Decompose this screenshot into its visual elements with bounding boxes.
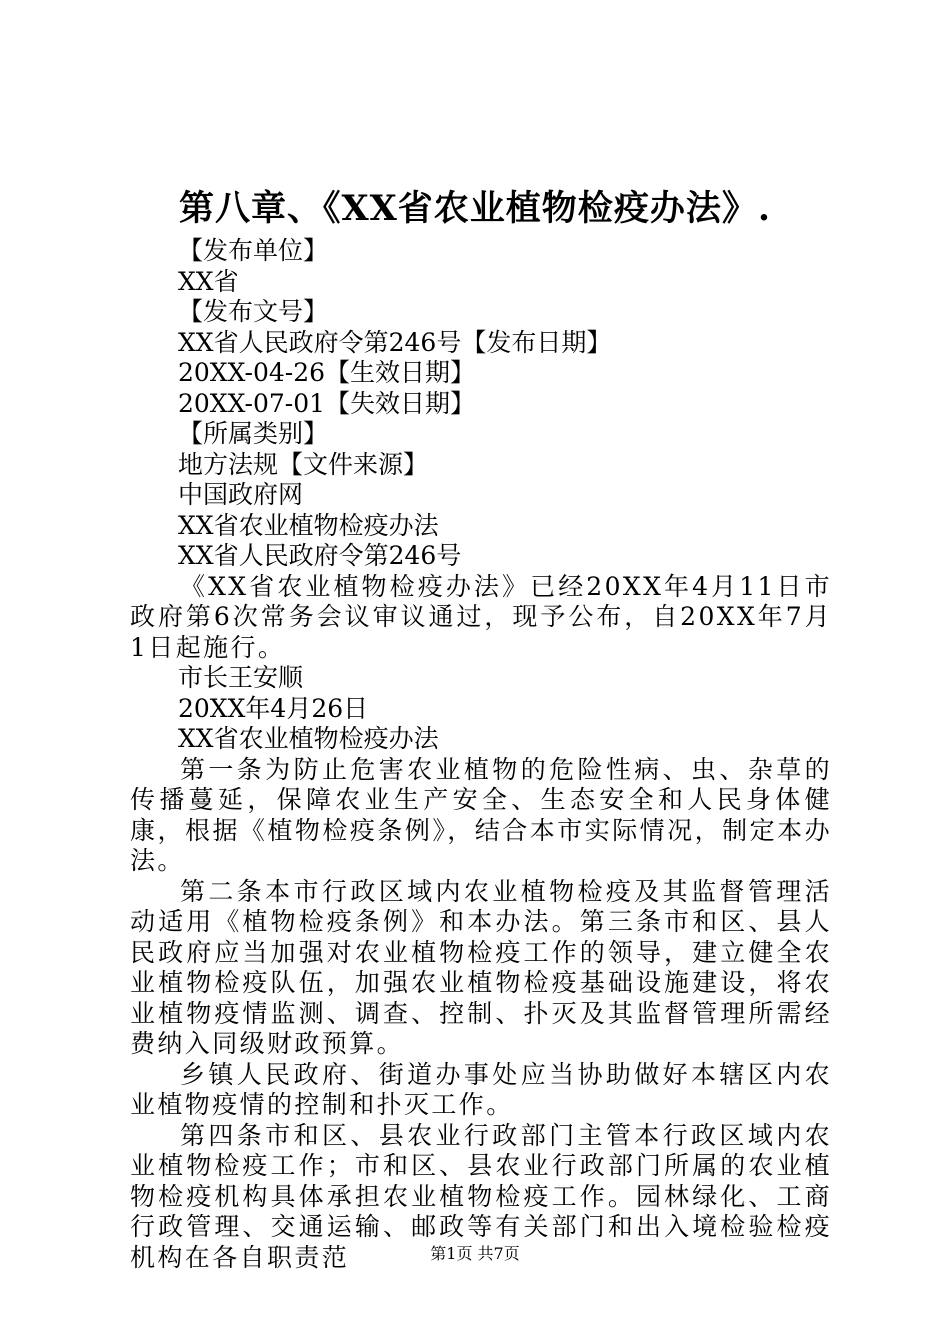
article-paragraph: 第二条本市行政区域内农业植物检疫及其监督管理活动适用《植物检疫条例》和本办法。第三条市和区、县人民政府应当加强对农业植物检疫工作的领导，建立健全农业植物检疫队伍，加强农业植物检疫基础设施建设，将农业植物疫情监测、调查、控制、扑灭及其监督管理所需经费纳入同级财政预算。 <box>130 876 832 1058</box>
meta-line: XX省人民政府令第246号【发布日期】 <box>178 327 612 357</box>
meta-line: 【发布单位】 <box>178 236 329 265</box>
article-paragraph: 乡镇人民政府、街道办事处应当协助做好本辖区内农业植物疫情的控制和扑灭工作。 <box>130 1059 832 1119</box>
signature-line: 20XX年4月26日 <box>178 693 369 723</box>
meta-line: 【发布文号】 <box>178 297 329 326</box>
document-title: 第八章、《XX省农业植物检疫办法》. <box>179 188 771 229</box>
meta-line: XX省农业植物检疫办法 <box>178 510 439 540</box>
signature-line: 市长王安顺 <box>178 663 304 692</box>
page-footer: 第1页 共7页 <box>430 1244 520 1263</box>
article-paragraph: 第一条为防止危害农业植物的危险性病、虫、杂草的传播蔓延，保障农业生产安全、生态安全和人民身体健康，根据《植物检疫条例》，结合本市实际情况，制定本办法。 <box>130 754 832 875</box>
article-paragraph: 第四条市和区、县农业行政部门主管本行政区域内农业植物检疫工作；市和区、县农业行政部门所属的农业植物检疫机构具体承担农业植物检疫工作。园林绿化、工商行政管理、交通运输、邮政等有关部门和出入境检验检疫机构在各自职责范 <box>130 1120 832 1272</box>
signature-line: XX省农业植物检疫办法 <box>178 724 439 753</box>
meta-line: 【所属类别】 <box>178 419 329 448</box>
meta-line: 中国政府网 <box>178 480 304 509</box>
meta-line: 20XX-07-01【失效日期】 <box>178 388 476 418</box>
meta-line: XX省人民政府令第246号 <box>178 541 462 570</box>
document-body <box>130 236 832 1273</box>
meta-line: 20XX-04-26【生效日期】 <box>178 358 476 387</box>
meta-line: 地方法规【文件来源】 <box>178 449 429 479</box>
announcement-paragraph: 《XX省农业植物检疫办法》已经20XX年4月11日市政府第6次常务会议审议通过，现予公布，自20XX年7月1日起施行。 <box>130 571 832 662</box>
meta-line: XX省 <box>178 266 239 296</box>
